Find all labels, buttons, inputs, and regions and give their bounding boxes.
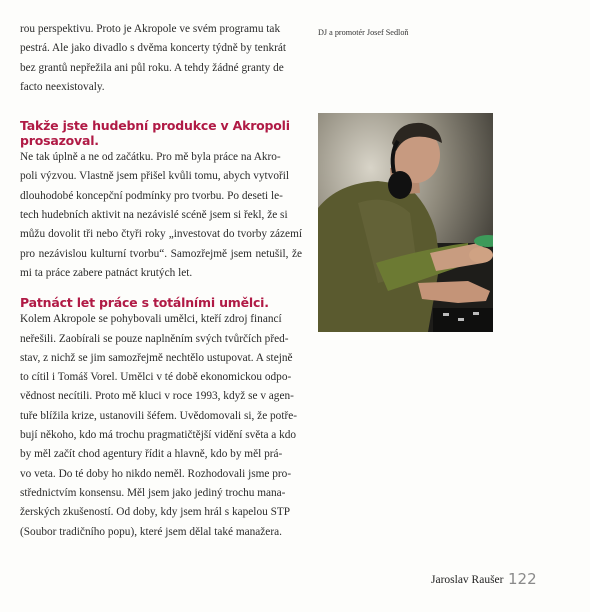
paragraph-2: Kolem Akropole se pohybovali umělci, kteří zdroj financí neřešili. Zaobírali se pouze naplněním svých tvůrčích před- stav, z nichž se jim samozřejmě nechtělo ustupovat. A stejně to cítil i Tomáš Vorel. Umělci v té době ekonomickou odpo- vědnost necítili. Proto mě kluci v roce 1993, když se v agen- tuře blížila krize, ustanovili šéfem. Uvědomovali si, že potře- bují někoho, kdo má trochu pragmatičtější vidění světa a kdo by měl začít chod agentury řídit a hlavně, kdo by měl prá- vo veta. Do té doby ho nikdo neměl. Rozhodovali jsme pro- střednictvím konsensu. Měl jsem jako jediný trochu mana- žerských zkušeností. Od doby, kdy jsem hrál s kapelou STP (Soubor tradičního popu), které jsem dělal také manažera. [20, 313, 297, 538]
dj-photo [318, 113, 493, 332]
author-name: Jaroslav Raušer [431, 574, 504, 586]
photo-caption: DJ a promotér Josef Sedloň [318, 28, 409, 37]
page-number: 122 [508, 570, 537, 588]
paragraph-1: Ne tak úplně a ne od začátku. Pro mě byla práce na Akro- poli výzvou. Vlastně jsem přišel kvůli tomu, abych vytvořil dlouhodobé koncepční podmínky pro tvorbu. Po deseti le- tech hudebních aktivit na nezávislé scéně jsem si řekl, že si můžu dovolit tři nebo čtyři roky „investovat do tvorby zázemí pro nezávislou kulturní tvorbu“. Samozřejmě jsem netušil, že mi ta práce zabere patnáct krutých let. [20, 151, 302, 279]
dj-photo-illustration [318, 113, 493, 332]
article-column [20, 20, 302, 542]
section-heading-1: Takže jste hudební produkce v Akropoli prosazoval. [20, 118, 290, 149]
intro-paragraph: rou perspektivu. Proto je Akropole ve svém programu tak pestrá. Ale jako divadlo s dvěma koncerty týdně by tenkrát bez grantů nepřežila ani půl roku. A tehdy žádné granty de facto neexistovaly. [20, 23, 287, 93]
section-heading-2: Patnáct let práce s totálními umělci. [20, 295, 269, 311]
